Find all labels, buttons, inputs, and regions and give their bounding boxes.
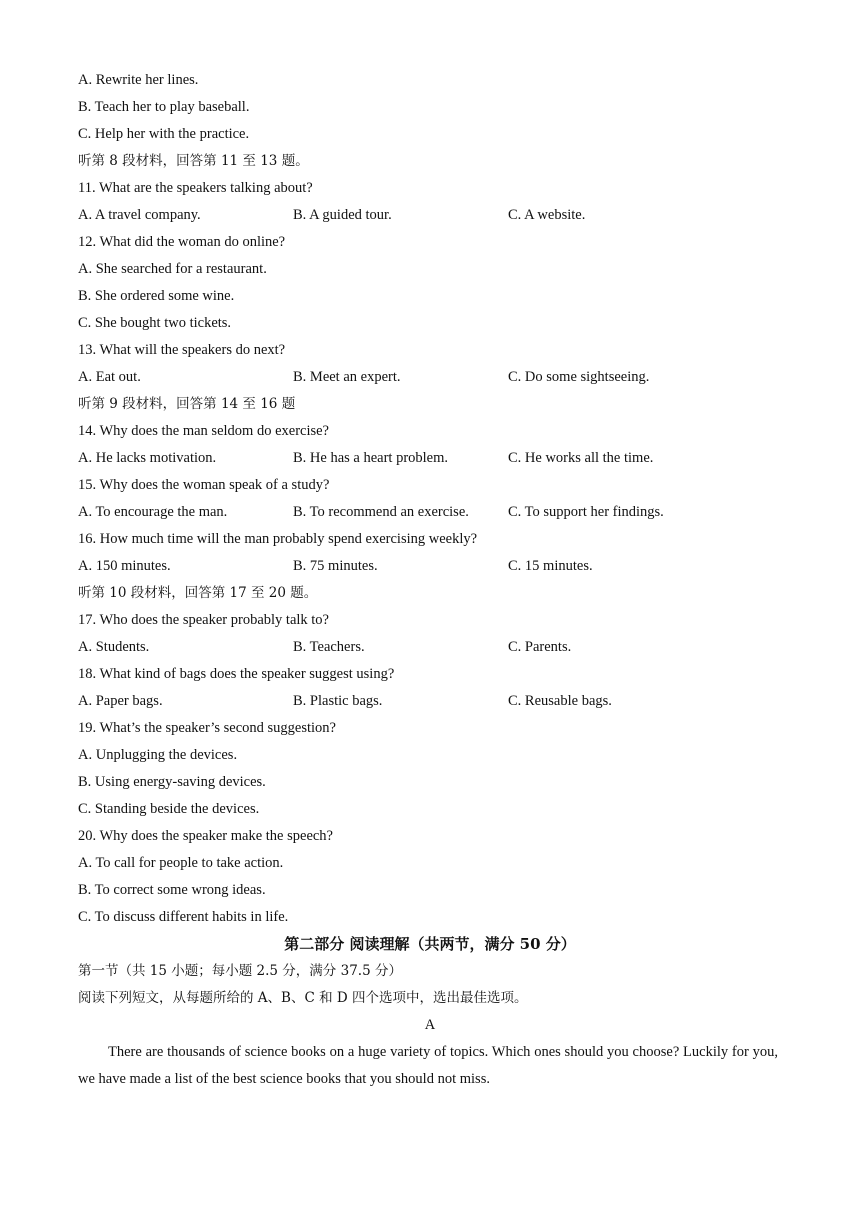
option-b: B. Teachers. — [293, 639, 365, 655]
option-c: C. A website. — [508, 207, 586, 223]
option-line: C. Help her with the practice. — [78, 126, 250, 142]
option-line: B. Using energy-saving devices. — [78, 774, 266, 790]
question-16: 16. How much time will the man probably spend exercising weekly? — [78, 531, 478, 547]
option-line: B. She ordered some wine. — [78, 288, 235, 304]
section-instruction: 听第 10 段材料，回答第 17 至 20 题。 — [78, 585, 318, 601]
option-line: B. Teach her to play baseball. — [78, 99, 250, 115]
reading-instruction: 阅读下列短文，从每题所给的 A、B、C 和 D 四个选项中，选出最佳选项。 — [78, 990, 528, 1006]
option-b: B. To recommend an exercise. — [293, 504, 469, 520]
option-b: B. Meet an expert. — [293, 369, 401, 385]
option-line: A. Unplugging the devices. — [78, 747, 238, 763]
question-19: 19. What’s the speaker’s second suggestion? — [78, 720, 336, 736]
option-line: A. She searched for a restaurant. — [78, 261, 267, 277]
question-20: 20. Why does the speaker make the speech? — [78, 828, 333, 844]
option-a: A. Paper bags. — [78, 693, 163, 709]
option-line: C. Standing beside the devices. — [78, 801, 260, 817]
option-b: B. He has a heart problem. — [293, 450, 449, 466]
section-instruction: 听第 9 段材料，回答第 14 至 16 题 — [78, 396, 296, 412]
option-a: A. 150 minutes. — [78, 558, 171, 574]
option-a: A. Eat out. — [78, 369, 141, 385]
option-a: A. To encourage the man. — [78, 504, 228, 520]
option-c: C. Reusable bags. — [508, 693, 612, 709]
question-12: 12. What did the woman do online? — [78, 234, 286, 250]
option-c: C. He works all the time. — [508, 450, 654, 466]
section-instruction: 听第 8 段材料，回答第 11 至 13 题。 — [78, 153, 309, 169]
option-a: A. Students. — [78, 639, 150, 655]
option-b: B. A guided tour. — [293, 207, 392, 223]
option-a: A. He lacks motivation. — [78, 450, 217, 466]
question-14: 14. Why does the man seldom do exercise? — [78, 423, 329, 439]
question-15: 15. Why does the woman speak of a study? — [78, 477, 330, 493]
option-c: C. To support her findings. — [508, 504, 664, 520]
option-line: C. To discuss different habits in life. — [78, 909, 289, 925]
passage-paragraph: There are thousands of science books on a huge variety of topics. Which ones should you choose? Luckily for you, we have made a list of the best science books that you should not miss. — [78, 1044, 778, 1087]
passage-label: A — [424, 1017, 436, 1033]
option-b: B. 75 minutes. — [293, 558, 378, 574]
option-a: A. A travel company. — [78, 207, 201, 223]
option-line: B. To correct some wrong ideas. — [78, 882, 266, 898]
part2-heading: 第二部分 阅读理解（共两节，满分 50 分） — [284, 935, 576, 953]
question-17: 17. Who does the speaker probably talk to? — [78, 612, 329, 628]
option-line: A. To call for people to take action. — [78, 855, 284, 871]
option-c: C. Do some sightseeing. — [508, 369, 650, 385]
question-11: 11. What are the speakers talking about? — [78, 180, 313, 196]
option-c: C. Parents. — [508, 639, 572, 655]
option-line: A. Rewrite her lines. — [78, 72, 199, 88]
option-c: C. 15 minutes. — [508, 558, 593, 574]
option-b: B. Plastic bags. — [293, 693, 383, 709]
question-18: 18. What kind of bags does the speaker suggest using? — [78, 666, 395, 682]
option-line: C. She bought two tickets. — [78, 315, 232, 331]
question-13: 13. What will the speakers do next? — [78, 342, 286, 358]
section1-info: 第一节（共 15 小题；每小题 2.5 分，满分 37.5 分） — [78, 963, 402, 979]
